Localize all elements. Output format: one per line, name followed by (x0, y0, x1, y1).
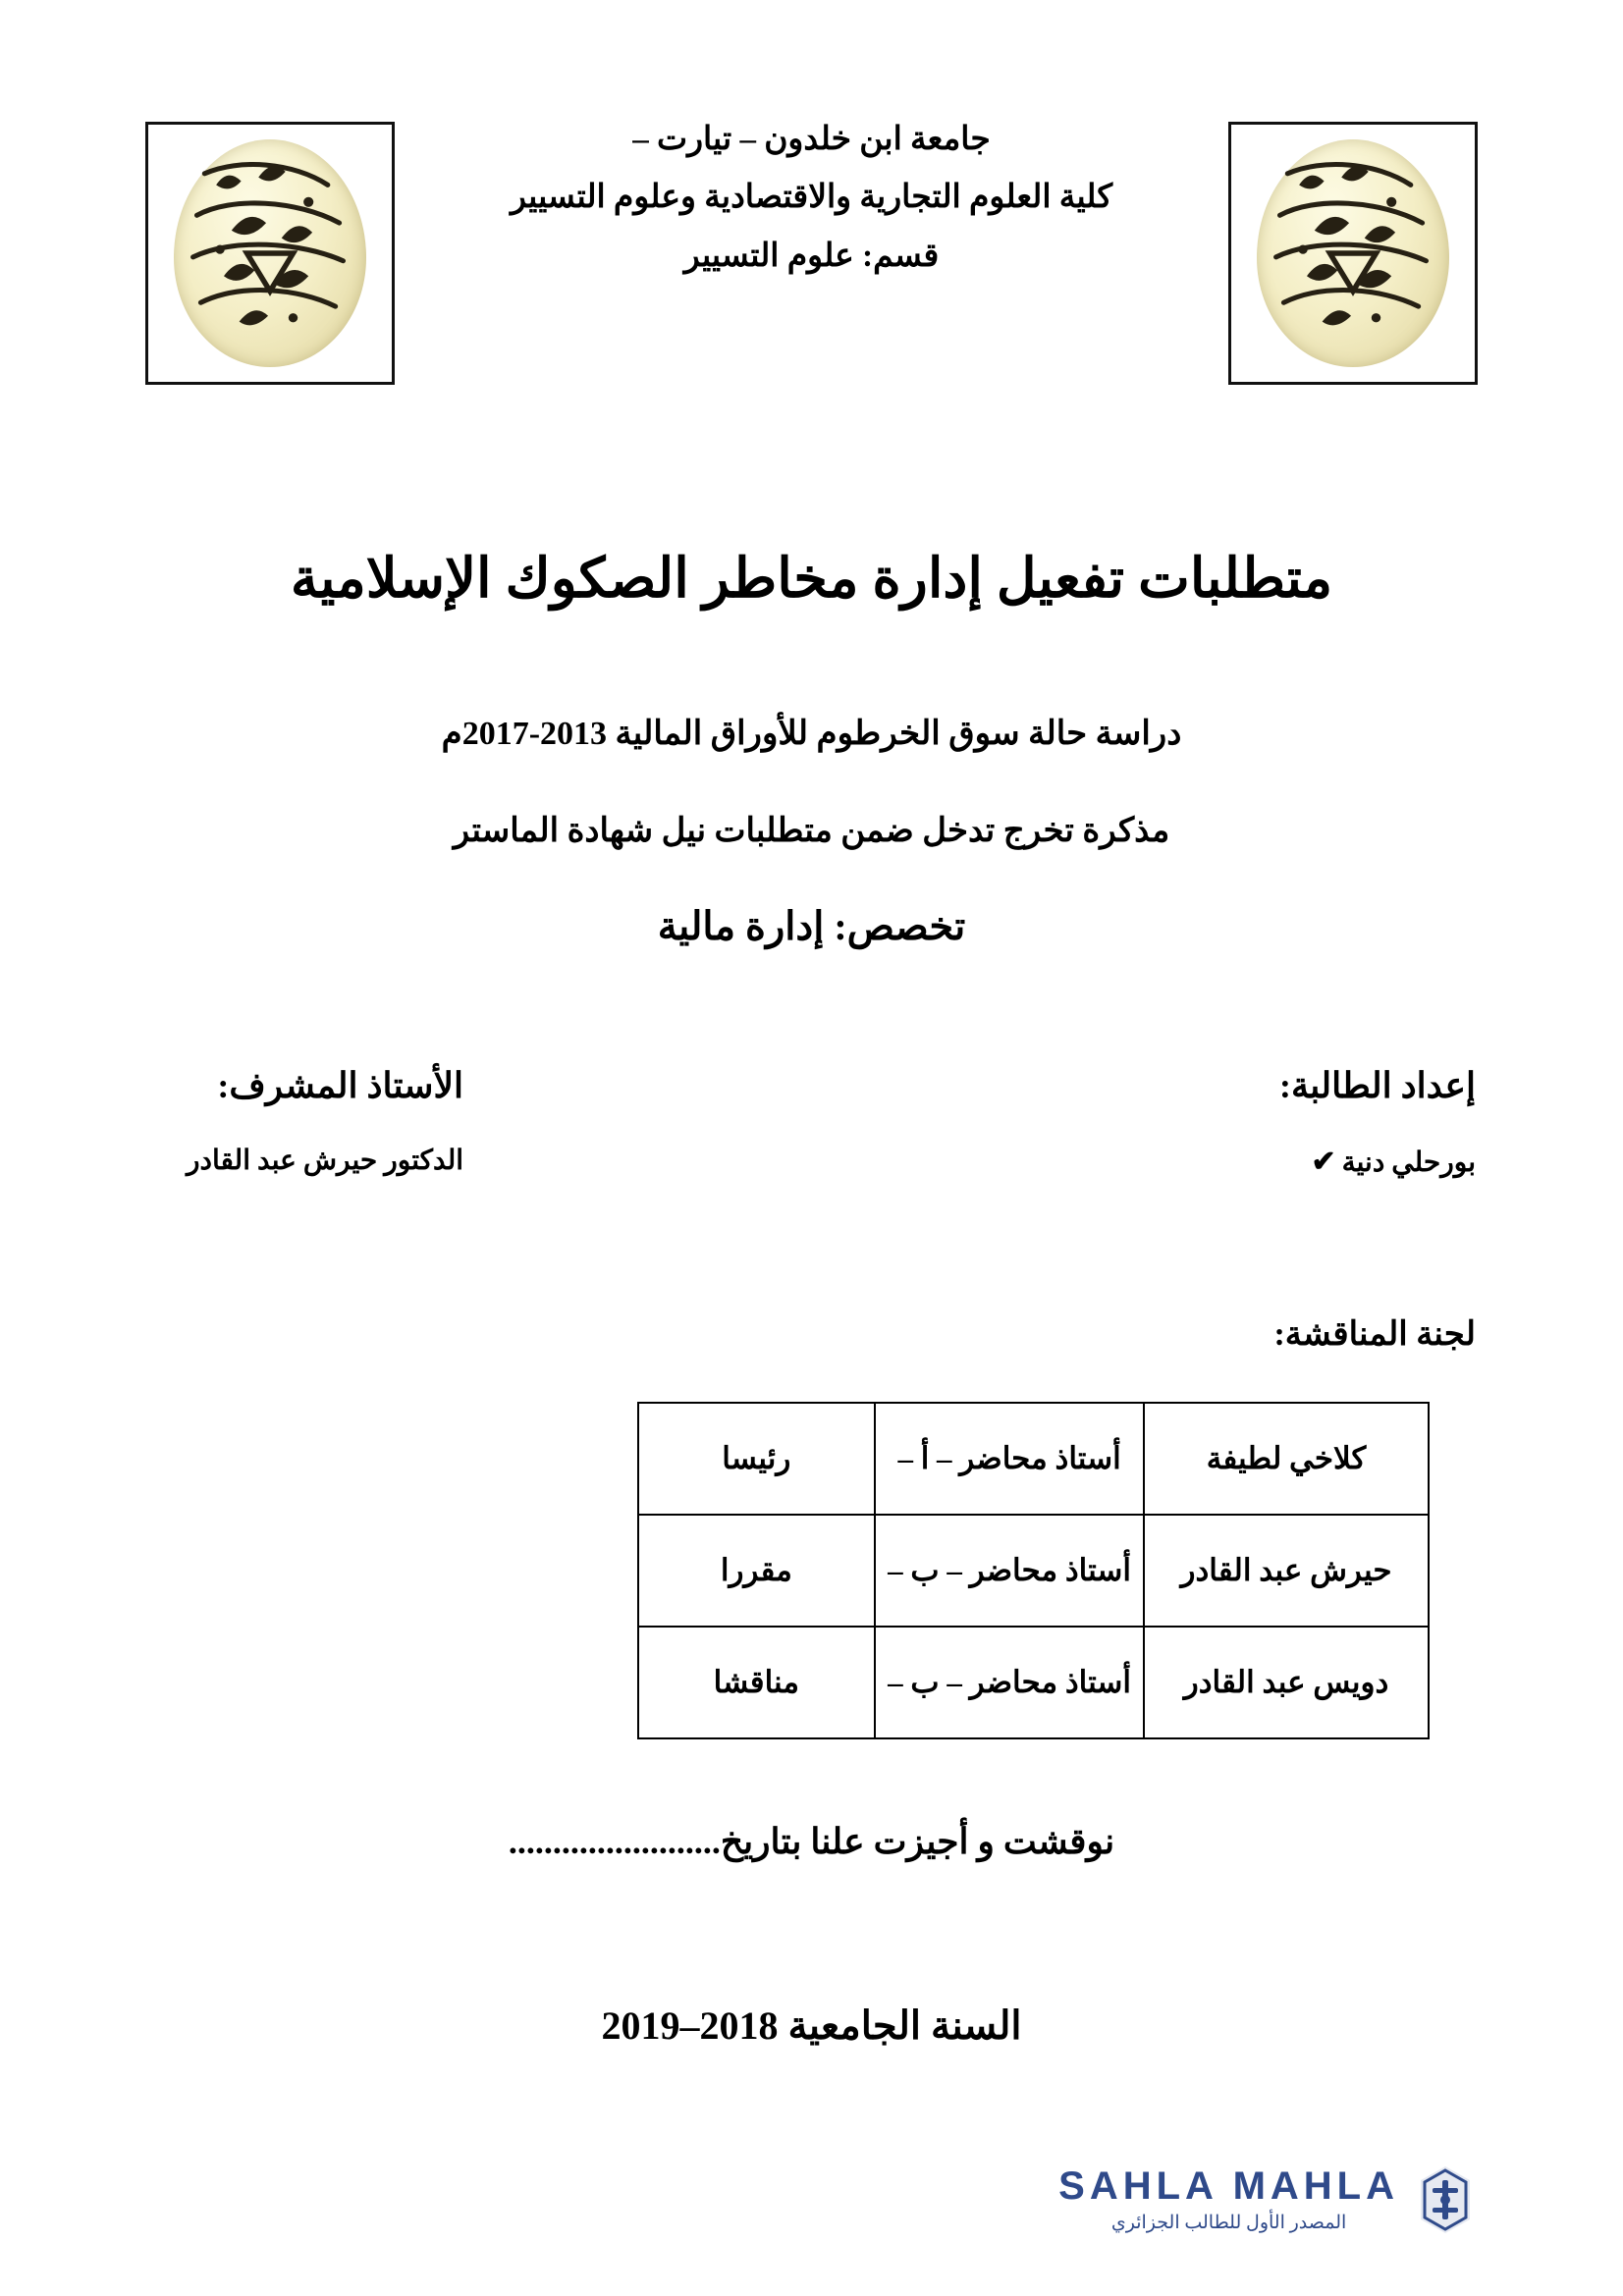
thesis-note-line: مذكرة تخرج تدخل ضمن متطلبات نيل شهادة الماستر (453, 812, 1170, 849)
table-row (638, 1627, 1430, 1738)
committee-member-rank: أستاذ محاضر – أ – (875, 1403, 1144, 1515)
page-title: متطلبات تفعيل إدارة مخاطر الصكوك الإسلامية (290, 549, 1333, 610)
watermark-text (1058, 2165, 1399, 2234)
university-logo-left (145, 122, 395, 385)
faculty-name: كلية العلوم التجارية والاقتصادية وعلوم التسيير (510, 180, 1113, 216)
committee-member-name: حيرش عبد القادر (1144, 1515, 1429, 1627)
committee-member-name: كلاخي لطيفة (1144, 1403, 1429, 1515)
university-seal-icon (1257, 139, 1449, 367)
supervisor-label: الأستاذ المشرف: (217, 1066, 464, 1105)
sahla-mahla-logo-icon (1415, 2164, 1476, 2235)
student-name-row (1279, 1145, 1476, 1180)
university-seal-icon (174, 139, 366, 367)
watermark-title: SAHLA MAHLA (1058, 2164, 1399, 2208)
table-row (638, 1403, 1430, 1515)
committee-table (637, 1402, 1431, 1739)
committee-member-rank: أستاذ محاضر – ب – (875, 1515, 1144, 1627)
student-column (1279, 1065, 1476, 1180)
department-name: قسم: علوم التسيير (683, 238, 940, 274)
check-icon: ✔ (1311, 1146, 1336, 1179)
defense-date-line: نوقشت و أجيزت علنا بتاريخ........................ (508, 1822, 1115, 1861)
specialization-line: تخصص: إدارة مالية (657, 903, 966, 948)
university-name: جامعة ابن خلدون – تيارت – (632, 122, 991, 157)
table-row (638, 1515, 1430, 1627)
university-logo-right (1228, 122, 1478, 385)
student-name: بورحلي دنية (1341, 1148, 1476, 1179)
subtitle-block (118, 715, 1505, 950)
academic-year: السنة الجامعية 2018–2019 (601, 2003, 1022, 2048)
case-study-line: دراسة حالة سوق الخرطوم للأوراق المالية 2013-2017م (441, 716, 1182, 752)
institution-block (412, 114, 1211, 283)
committee-member-rank: أستاذ محاضر – ب – (875, 1627, 1144, 1738)
student-label: إعداد الطالبة: (1278, 1066, 1476, 1105)
committee-member-role: رئيسا (638, 1403, 876, 1515)
committee-member-role: مقررا (638, 1515, 876, 1627)
committee-member-name: دويس عبد القادر (1144, 1627, 1429, 1738)
sahla-mahla-watermark (1058, 2164, 1476, 2235)
authorship-block (147, 1065, 1476, 1242)
supervisor-name: الدكتور حيرش عبد القادر (187, 1146, 464, 1177)
page-header (0, 106, 1623, 391)
committee-member-role: مناقشا (638, 1627, 876, 1738)
supervisor-column (187, 1065, 463, 1178)
committee-label: لجنة المناقشة: (1273, 1316, 1476, 1353)
watermark-subtitle: المصدر الأول للطالب الجزائري (1110, 2213, 1347, 2233)
